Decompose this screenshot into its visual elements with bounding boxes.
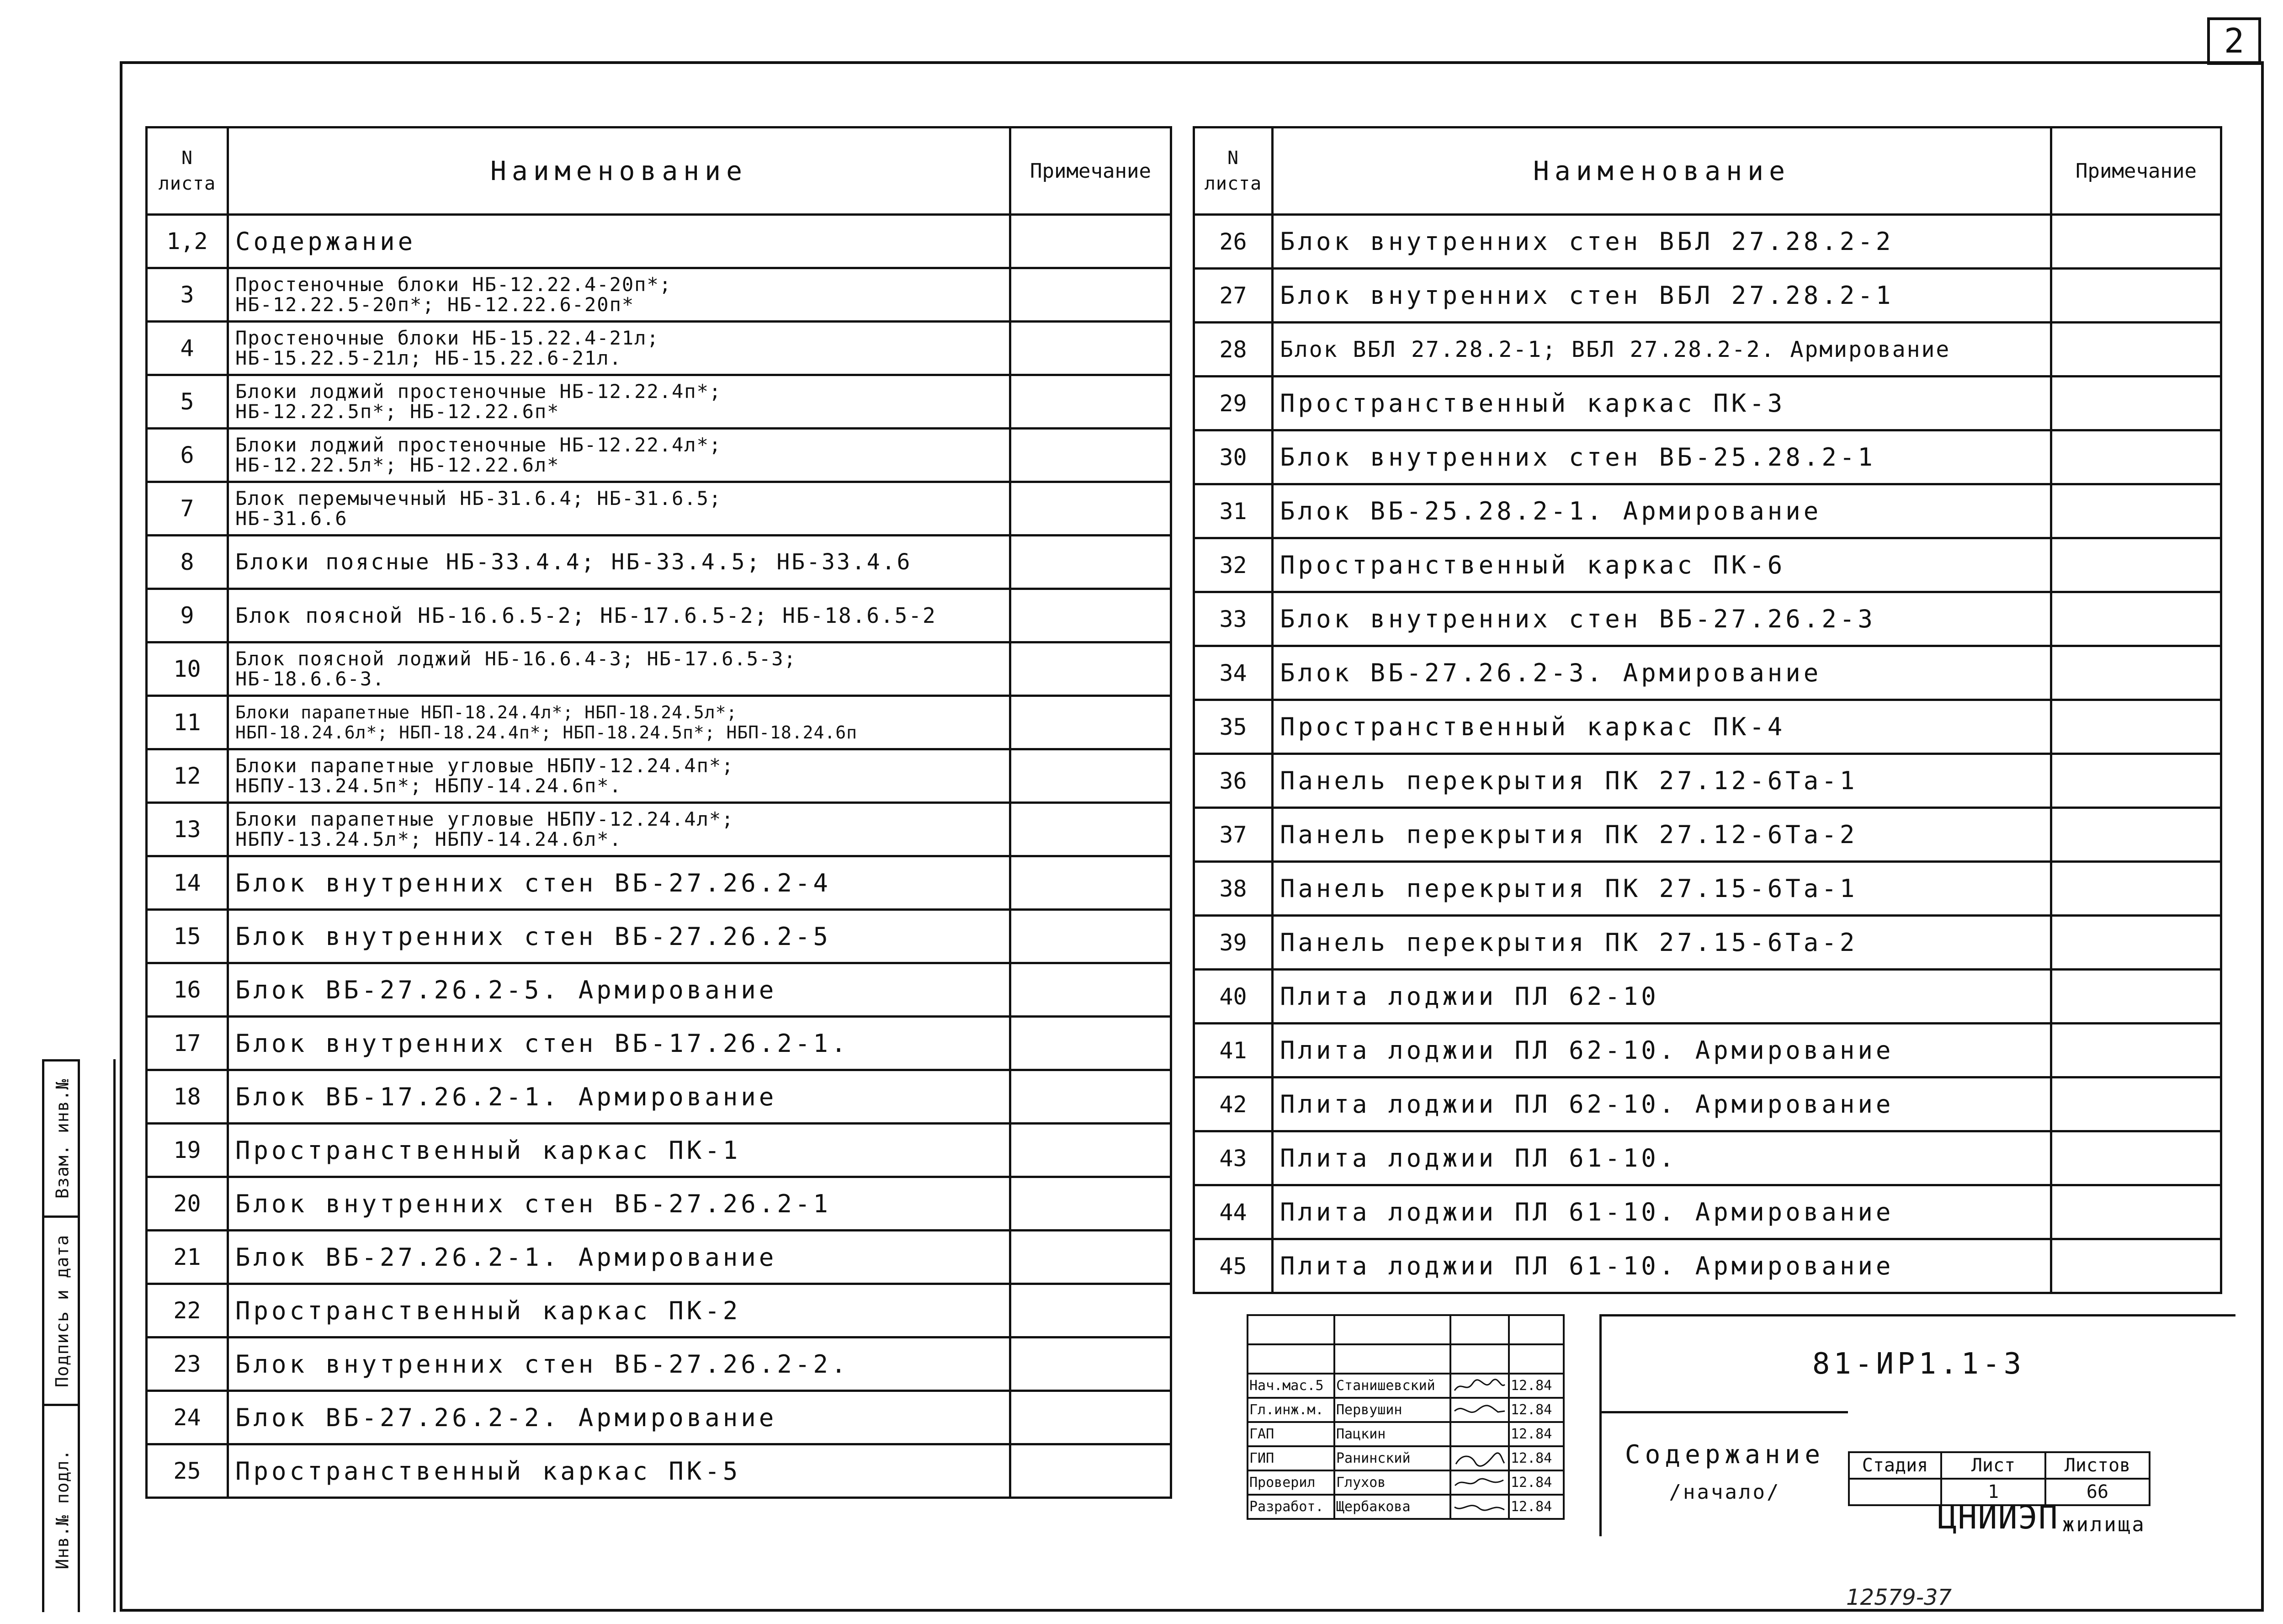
row-note bbox=[2051, 916, 2221, 970]
row-number: 16 bbox=[147, 963, 228, 1017]
signature-date: 12.84 bbox=[1509, 1446, 1564, 1470]
row-name: Блок поясной НБ-16.6.5-2; НБ-17.6.5-2; НБ-18.6.5-2 bbox=[228, 589, 1010, 642]
row-number: 41 bbox=[1194, 1024, 1273, 1077]
row-name: Блок внутренних стен ВБ-27.26.2-2. bbox=[228, 1337, 1010, 1391]
row-number: 1,2 bbox=[147, 215, 228, 268]
signature-role: Проверил bbox=[1248, 1470, 1334, 1495]
row-note bbox=[1010, 375, 1171, 429]
row-number: 20 bbox=[147, 1177, 228, 1231]
sheet-value: 1 bbox=[1941, 1479, 2045, 1505]
header-note: Примечание bbox=[1010, 127, 1171, 215]
row-number: 40 bbox=[1194, 970, 1273, 1024]
row-name: Блок внутренних стен ВБ-25.28.2-1 bbox=[1273, 430, 2051, 484]
signature-mark bbox=[1450, 1470, 1509, 1495]
table-row bbox=[147, 589, 1171, 642]
row-note bbox=[1010, 1017, 1171, 1070]
sheet-number: 2 bbox=[2207, 17, 2261, 65]
signature-mark bbox=[1450, 1374, 1509, 1398]
table-row bbox=[147, 696, 1171, 749]
row-note bbox=[1010, 322, 1171, 375]
row-note bbox=[1010, 963, 1171, 1017]
row-number: 11 bbox=[147, 696, 228, 749]
side-approval-strip bbox=[42, 1059, 115, 1612]
row-name: Блок внутренних стен ВБЛ 27.28.2-2 bbox=[1273, 215, 2051, 269]
document-code: 81-ИР1.1-3 bbox=[1599, 1314, 2235, 1411]
row-number: 17 bbox=[147, 1017, 228, 1070]
row-note bbox=[2051, 700, 2221, 754]
row-name: Блок перемычечный НБ-31.6.4; НБ-31.6.5; НБ-31.6.6 bbox=[228, 482, 1010, 536]
signature-row bbox=[1248, 1495, 1564, 1519]
sheet-label: Лист bbox=[1941, 1452, 2045, 1479]
header-name: Наименование bbox=[1273, 127, 2051, 215]
organization-name: ЦНИИЭП bbox=[1938, 1499, 2059, 1536]
row-name: Блок внутренних стен ВБ-27.26.2-1 bbox=[228, 1177, 1010, 1231]
row-name: Плита лоджии ПЛ 62-10. Армирование bbox=[1273, 1077, 2051, 1131]
signature-date: 12.84 bbox=[1509, 1374, 1564, 1398]
row-number: 10 bbox=[147, 642, 228, 696]
table-row bbox=[1194, 700, 2221, 754]
table-row bbox=[1194, 754, 2221, 808]
table-row bbox=[147, 375, 1171, 429]
replaces-inventory-cell bbox=[44, 1059, 80, 1215]
row-number: 18 bbox=[147, 1070, 228, 1124]
row-number: 26 bbox=[1194, 215, 1273, 269]
table-row bbox=[147, 642, 1171, 696]
table-row bbox=[1194, 592, 2221, 646]
signature-row bbox=[1248, 1470, 1564, 1495]
row-number: 21 bbox=[147, 1231, 228, 1284]
row-number: 7 bbox=[147, 482, 228, 536]
row-note bbox=[2051, 592, 2221, 646]
row-name: Блок внутренних стен ВБЛ 27.28.2-1 bbox=[1273, 269, 2051, 323]
table-row bbox=[1194, 1077, 2221, 1131]
row-number: 12 bbox=[147, 749, 228, 803]
organization bbox=[1848, 1499, 2235, 1536]
row-note bbox=[2051, 1077, 2221, 1131]
row-note bbox=[2051, 323, 2221, 377]
table-row bbox=[147, 1391, 1171, 1444]
row-name: Блок поясной лоджий НБ-16.6.4-3; НБ-17.6.5-3; НБ-18.6.6-3. bbox=[228, 642, 1010, 696]
row-note bbox=[1010, 1124, 1171, 1177]
row-number: 45 bbox=[1194, 1239, 1273, 1293]
row-number: 14 bbox=[147, 856, 228, 910]
row-name: Блок ВБ-27.26.2-1. Армирование bbox=[228, 1231, 1010, 1284]
row-note bbox=[2051, 808, 2221, 862]
table-row bbox=[147, 910, 1171, 963]
stage-value bbox=[1849, 1479, 1941, 1505]
header-sheet-number: N листа bbox=[1194, 127, 1273, 215]
table-row bbox=[1194, 970, 2221, 1024]
row-note bbox=[1010, 696, 1171, 749]
row-number: 9 bbox=[147, 589, 228, 642]
row-note bbox=[2051, 484, 2221, 538]
row-note bbox=[1010, 803, 1171, 856]
row-number: 24 bbox=[147, 1391, 228, 1444]
document-title: Содержание bbox=[1625, 1440, 1825, 1470]
document-title-cell bbox=[1599, 1411, 1848, 1536]
header-note: Примечание bbox=[2051, 127, 2221, 215]
signature-name: Ранинский bbox=[1334, 1446, 1450, 1470]
signature-date-cell bbox=[44, 1215, 80, 1404]
row-name: Пространственный каркас ПК-5 bbox=[228, 1444, 1010, 1498]
row-number: 37 bbox=[1194, 808, 1273, 862]
row-name: Плита лоджии ПЛ 62-10. Армирование bbox=[1273, 1024, 2051, 1077]
table-row bbox=[147, 1284, 1171, 1337]
table-row bbox=[147, 215, 1171, 268]
signature-row bbox=[1248, 1374, 1564, 1398]
row-name: Блоки парапетные НБП-18.24.4л*; НБП-18.24.5л*; НБП-18.24.6л*; НБП-18.24.4п*; НБП-18.24.5п*; НБП-18.24.6п bbox=[228, 696, 1010, 749]
row-name: Панель перекрытия ПК 27.12-6Та-2 bbox=[1273, 808, 2051, 862]
row-note bbox=[2051, 430, 2221, 484]
signature-name: Глухов bbox=[1334, 1470, 1450, 1495]
row-name: Блок ВБЛ 27.28.2-1; ВБЛ 27.28.2-2. Армирование bbox=[1273, 323, 2051, 377]
signature-date: 12.84 bbox=[1509, 1470, 1564, 1495]
row-number: 30 bbox=[1194, 430, 1273, 484]
row-name: Плита лоджии ПЛ 61-10. Армирование bbox=[1273, 1239, 2051, 1293]
signature-date: 12.84 bbox=[1509, 1422, 1564, 1446]
row-note bbox=[2051, 269, 2221, 323]
row-number: 43 bbox=[1194, 1131, 1273, 1185]
row-number: 31 bbox=[1194, 484, 1273, 538]
table-row bbox=[1194, 430, 2221, 484]
table-row bbox=[1194, 1131, 2221, 1185]
row-name: Блок внутренних стен ВБ-27.26.2-3 bbox=[1273, 592, 2051, 646]
table-row bbox=[1194, 1024, 2221, 1077]
signature-stamp bbox=[1247, 1314, 1565, 1520]
row-note bbox=[1010, 482, 1171, 536]
row-note bbox=[2051, 215, 2221, 269]
row-name: Блок ВБ-25.28.2-1. Армирование bbox=[1273, 484, 2051, 538]
row-note bbox=[2051, 1239, 2221, 1293]
stage-label: Стадия bbox=[1849, 1452, 1941, 1479]
table-row bbox=[147, 1337, 1171, 1391]
table-row bbox=[1194, 862, 2221, 916]
table-row bbox=[147, 803, 1171, 856]
signature-role: ГИП bbox=[1248, 1446, 1334, 1470]
row-number: 39 bbox=[1194, 916, 1273, 970]
row-number: 38 bbox=[1194, 862, 1273, 916]
table-row bbox=[1194, 377, 2221, 430]
row-note bbox=[1010, 1444, 1171, 1498]
row-name: Содержание bbox=[228, 215, 1010, 268]
row-number: 35 bbox=[1194, 700, 1273, 754]
table-row bbox=[147, 856, 1171, 910]
row-note bbox=[1010, 642, 1171, 696]
inventory-original-label: Инв.№ подл. bbox=[52, 1449, 73, 1569]
table-row bbox=[147, 1444, 1171, 1498]
row-note bbox=[1010, 215, 1171, 268]
row-number: 13 bbox=[147, 803, 228, 856]
row-number: 34 bbox=[1194, 646, 1273, 700]
row-note bbox=[2051, 646, 2221, 700]
row-note bbox=[2051, 377, 2221, 430]
row-note bbox=[1010, 749, 1171, 803]
table-row bbox=[1194, 808, 2221, 862]
signature-date-label: Подпись и дата bbox=[52, 1234, 73, 1387]
row-note bbox=[1010, 910, 1171, 963]
row-note bbox=[2051, 970, 2221, 1024]
contents-table-left bbox=[145, 126, 1172, 1499]
header-name: Наименование bbox=[228, 127, 1010, 215]
row-number: 15 bbox=[147, 910, 228, 963]
signature-role: Разработ. bbox=[1248, 1495, 1334, 1519]
signature-date: 12.84 bbox=[1509, 1495, 1564, 1519]
row-number: 27 bbox=[1194, 269, 1273, 323]
signature-name: Щербакова bbox=[1334, 1495, 1450, 1519]
row-note bbox=[2051, 1185, 2221, 1239]
table-row bbox=[147, 1124, 1171, 1177]
sheets-label: Листов bbox=[2045, 1452, 2150, 1479]
row-name: Блоки лоджий простеночные НБ-12.22.4л*; НБ-12.22.5л*; НБ-12.22.6л* bbox=[228, 429, 1010, 482]
row-note bbox=[1010, 589, 1171, 642]
row-name: Блок внутренних стен ВБ-27.26.2-5 bbox=[228, 910, 1010, 963]
table-row bbox=[147, 1017, 1171, 1070]
row-note bbox=[2051, 754, 2221, 808]
replaces-inventory-label: Взам. инв.№ bbox=[52, 1078, 73, 1199]
row-name: Плита лоджии ПЛ 62-10 bbox=[1273, 970, 2051, 1024]
signature-mark bbox=[1450, 1495, 1509, 1519]
row-name: Блок внутренних стен ВБ-27.26.2-4 bbox=[228, 856, 1010, 910]
table-row bbox=[1194, 215, 2221, 269]
row-number: 44 bbox=[1194, 1185, 1273, 1239]
signature-role: Гл.инж.м. bbox=[1248, 1398, 1334, 1422]
stage-sheet-table bbox=[1848, 1451, 2150, 1506]
contents-table-right bbox=[1193, 126, 2222, 1294]
table-row bbox=[1194, 646, 2221, 700]
row-name: Пространственный каркас ПК-3 bbox=[1273, 377, 2051, 430]
row-name: Плита лоджии ПЛ 61-10. bbox=[1273, 1131, 2051, 1185]
table-row bbox=[1194, 323, 2221, 377]
table-row bbox=[147, 322, 1171, 375]
row-number: 28 bbox=[1194, 323, 1273, 377]
table-row bbox=[147, 963, 1171, 1017]
row-number: 4 bbox=[147, 322, 228, 375]
row-note bbox=[1010, 1231, 1171, 1284]
row-name: Блок ВБ-17.26.2-1. Армирование bbox=[228, 1070, 1010, 1124]
row-note bbox=[1010, 1177, 1171, 1231]
row-number: 22 bbox=[147, 1284, 228, 1337]
row-number: 36 bbox=[1194, 754, 1273, 808]
row-name: Плита лоджии ПЛ 61-10. Армирование bbox=[1273, 1185, 2051, 1239]
row-number: 23 bbox=[147, 1337, 228, 1391]
row-note bbox=[2051, 862, 2221, 916]
signature-mark bbox=[1450, 1422, 1509, 1446]
table-row bbox=[147, 429, 1171, 482]
row-note bbox=[1010, 268, 1171, 322]
signature-row bbox=[1248, 1398, 1564, 1422]
row-name: Панель перекрытия ПК 27.15-6Та-1 bbox=[1273, 862, 2051, 916]
table-row bbox=[1194, 269, 2221, 323]
signature-role: Нач.мас.5 bbox=[1248, 1374, 1334, 1398]
row-note bbox=[2051, 1131, 2221, 1185]
row-number: 19 bbox=[147, 1124, 228, 1177]
row-note bbox=[2051, 538, 2221, 592]
table-row bbox=[147, 1070, 1171, 1124]
table-row bbox=[1194, 1185, 2221, 1239]
row-name: Блоки парапетные угловые НБПУ-12.24.4п*; НБПУ-13.24.5п*; НБПУ-14.24.6п*. bbox=[228, 749, 1010, 803]
table-row bbox=[147, 536, 1171, 589]
table-row bbox=[1194, 1239, 2221, 1293]
row-note bbox=[1010, 1337, 1171, 1391]
document-subtitle: /начало/ bbox=[1669, 1481, 1781, 1504]
sheets-value: 66 bbox=[2045, 1479, 2150, 1505]
row-name: Панель перекрытия ПК 27.15-6Та-2 bbox=[1273, 916, 2051, 970]
row-name: Блок ВБ-27.26.2-5. Армирование bbox=[228, 963, 1010, 1017]
row-name: Пространственный каркас ПК-6 bbox=[1273, 538, 2051, 592]
table-row bbox=[1194, 538, 2221, 592]
row-name: Блок ВБ-27.26.2-3. Армирование bbox=[1273, 646, 2051, 700]
table-row bbox=[147, 1177, 1171, 1231]
row-name: Простеночные блоки НБ-15.22.4-21л; НБ-15.22.5-21л; НБ-15.22.6-21л. bbox=[228, 322, 1010, 375]
strip-line bbox=[113, 1059, 116, 1612]
row-name: Пространственный каркас ПК-2 bbox=[228, 1284, 1010, 1337]
table-row bbox=[147, 482, 1171, 536]
row-note bbox=[1010, 1070, 1171, 1124]
row-note bbox=[1010, 1391, 1171, 1444]
row-name: Блок ВБ-27.26.2-2. Армирование bbox=[228, 1391, 1010, 1444]
row-number: 3 bbox=[147, 268, 228, 322]
inventory-original-cell bbox=[44, 1404, 80, 1612]
row-number: 6 bbox=[147, 429, 228, 482]
row-name: Пространственный каркас ПК-1 bbox=[228, 1124, 1010, 1177]
row-note bbox=[2051, 1024, 2221, 1077]
signature-row bbox=[1248, 1422, 1564, 1446]
signature-name: Станишевский bbox=[1334, 1374, 1450, 1398]
row-number: 32 bbox=[1194, 538, 1273, 592]
archive-number: 12579-37 bbox=[1846, 1585, 1952, 1610]
signature-name: Пацкин bbox=[1334, 1422, 1450, 1446]
signature-date: 12.84 bbox=[1509, 1398, 1564, 1422]
row-number: 5 bbox=[147, 375, 228, 429]
row-name: Пространственный каркас ПК-4 bbox=[1273, 700, 2051, 754]
row-note bbox=[1010, 429, 1171, 482]
table-row bbox=[147, 749, 1171, 803]
row-number: 33 bbox=[1194, 592, 1273, 646]
row-name: Простеночные блоки НБ-12.22.4-20п*; НБ-12.22.5-20п*; НБ-12.22.6-20п* bbox=[228, 268, 1010, 322]
row-number: 42 bbox=[1194, 1077, 1273, 1131]
row-name: Блоки лоджий простеночные НБ-12.22.4п*; НБ-12.22.5п*; НБ-12.22.6п* bbox=[228, 375, 1010, 429]
row-name: Блок внутренних стен ВБ-17.26.2-1. bbox=[228, 1017, 1010, 1070]
organization-suffix: жилища bbox=[2062, 1513, 2146, 1536]
signature-mark bbox=[1450, 1446, 1509, 1470]
row-name: Блоки парапетные угловые НБПУ-12.24.4л*; НБПУ-13.24.5л*; НБПУ-14.24.6л*. bbox=[228, 803, 1010, 856]
row-number: 25 bbox=[147, 1444, 228, 1498]
table-row bbox=[1194, 484, 2221, 538]
table-row bbox=[147, 268, 1171, 322]
row-note bbox=[1010, 536, 1171, 589]
signature-name: Первушин bbox=[1334, 1398, 1450, 1422]
row-note bbox=[1010, 1284, 1171, 1337]
signature-row bbox=[1248, 1446, 1564, 1470]
row-number: 8 bbox=[147, 536, 228, 589]
header-sheet-number: N листа bbox=[147, 127, 228, 215]
table-row bbox=[147, 1231, 1171, 1284]
signature-role: ГАП bbox=[1248, 1422, 1334, 1446]
row-name: Панель перекрытия ПК 27.12-6Та-1 bbox=[1273, 754, 2051, 808]
row-name: Блоки поясные НБ-33.4.4; НБ-33.4.5; НБ-33.4.6 bbox=[228, 536, 1010, 589]
title-block bbox=[1247, 1314, 2235, 1536]
row-number: 29 bbox=[1194, 377, 1273, 430]
row-note bbox=[1010, 856, 1171, 910]
table-row bbox=[1194, 916, 2221, 970]
signature-mark bbox=[1450, 1398, 1509, 1422]
